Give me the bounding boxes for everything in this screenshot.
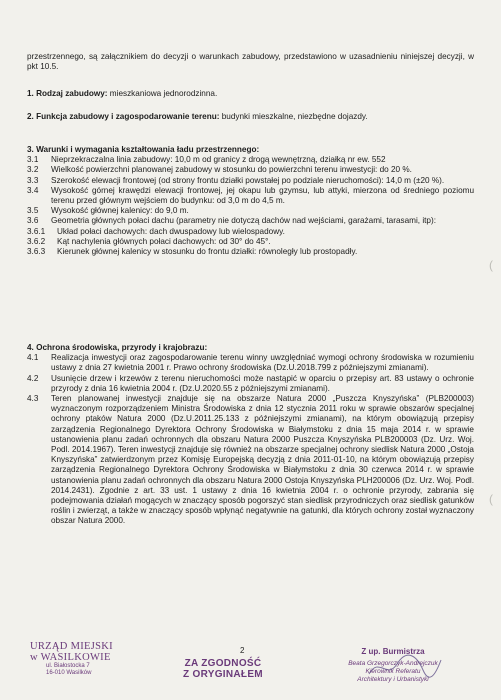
section-4-item [27, 394, 474, 527]
item-text: Układ połaci dachowych: dach dwuspadowy lub wielospadowy. [57, 226, 285, 236]
intro-text: przestrzennego, są załącznikiem do decyzji o warunkach zabudowy, przedstawiono w uzasadnieniu niniejszej decyzji, w pkt 10.5. [27, 52, 474, 72]
item-number: 3.6.2 [27, 236, 46, 246]
section-1-title: 1. Rodzaj zabudowy: [27, 89, 108, 98]
section-1 [27, 89, 474, 99]
section-4 [27, 343, 474, 527]
handwritten-signature [365, 652, 445, 682]
stamp-line-3: ul. Białostocka 7 [46, 663, 90, 669]
item-text: Wysokość głównej kalenicy: do 9,0 m. [51, 206, 189, 216]
item-number: 3.3 [27, 175, 39, 185]
page-number: 2 [240, 646, 245, 655]
section-3-item [27, 165, 474, 175]
punch-hole-mark: ( [489, 258, 493, 272]
item-number: 4.2 [27, 373, 39, 383]
item-number: 3.6.3 [27, 247, 46, 257]
section-2-text: budynki mieszkalne, niezbędne dojazdy. [219, 112, 368, 121]
section-4-item [27, 374, 474, 394]
conformity-line-1: ZA ZGODNOŚĆ [184, 658, 262, 669]
item-number: 4.3 [27, 394, 39, 404]
section-3-item [27, 216, 474, 226]
item-number: 3.1 [27, 155, 39, 165]
section-1-text: mieszkaniowa jednorodzinna. [107, 89, 218, 98]
section-3-item [27, 237, 474, 247]
item-number: 3.5 [27, 206, 39, 216]
signature-title-1: Kierownik Referatu [365, 668, 421, 675]
section-3-item [27, 155, 474, 165]
item-text: Wysokość górnej krawędzi elewacji frontowej, jej okapu lub gzymsu, lub attyki, mierzona od średniego poziomu terenu przed głównym wejściem do budynku: od 3,0 m do 4,5 m. [51, 185, 474, 206]
item-text: Kierunek głównej kalenicy w stosunku do frontu działki: równoległy lub prostopadły. [57, 247, 358, 257]
item-number: 4.1 [27, 353, 39, 363]
signature-name: Beata Grzegorczyk-Andrejczuk [348, 660, 438, 667]
stamp-line-1: URZĄD MIEJSKI [30, 641, 113, 652]
item-text: Usunięcie drzew i krzewów z terenu nieruchomości może nastąpić w oparciu o przepisy art. 83 ustawy o ochronie przyrody z dnia 16 kwietnia 2004 r. (Dz.U.2020.55 z późniejszymi zmianami). [51, 373, 474, 393]
section-2 [27, 112, 474, 122]
section-3-title: 3. Warunki i wymagania kształtowania ładu przestrzennego: [27, 145, 260, 154]
section-3 [27, 145, 474, 257]
conformity-stamp [158, 658, 288, 680]
intro-paragraph [27, 52, 474, 72]
section-3-item [27, 186, 474, 206]
punch-hole-mark: ( [489, 492, 493, 506]
item-number: 3.6 [27, 216, 39, 226]
item-text: Nieprzekraczalna linia zabudowy: 10,0 m od granicy z drogą wewnętrzną, działką nr ew. 552 [51, 155, 386, 165]
section-3-item [27, 247, 474, 257]
item-text: Teren planowanej inwestycji znajduje się na obszarze Natura 2000 „Puszcza Knyszyńska” (PLB200003) wyznaczonym rozporządzeniem Ministra Środowiska z dnia 12 stycznia 2011 roku w sprawie obszarów specjalnej ochrony ptaków Natura 2000 (Dz.U.2011.25.133 z późniejszymi zmianami), na którym obowiązują przepisy zarządzenia Regionalnego Dyrektora Ochrony Środowiska w Białymstoku z dnia 15 maja 2014 r. w sprawie ustanowienia planu zadań ochronnych dla obszaru Natura 2000 Puszcza Knyszyńska PLB200003 (Dz. Urz. Woj. Podl. 2014.1967). Teren inwestycji znajduje się również na obszarze specjalnej ochrony siedlisk Natura 2000 „Ostoja Knyszyńska” zatwierdzonym przez Komisję Europejską decyzją z dnia 2011-01-10, na którym obowiązują przepisy zarządzenia Regionalnego Dyrektora Ochrony Środowiska w Białymstoku z dnia 30 czerwca 2014 r. w sprawie ustanowienia planu zadań ochronnych dla obszaru Natura 2000 Ostoja Knyszyńska PLH200006 (Dz. Urz. Woj. Podl. 2014.2431). Zgodnie z art. 33 ust. 1 ustawy z dnia 16 kwietnia 2004 r. o ochronie przyrody, zabrania się podejmowania działań mogących w znaczący sposób pogorszyć stan siedlisk przyrodniczych oraz siedlisk gatunków roślin i zwierząt, a także w znaczący sposób wpłynąć negatywnie na gatunki, dla których ochrony został wyznaczony obszar Natura 2000. [51, 394, 474, 526]
section-4-title: 4. Ochrona środowiska, przyrody i krajobrazu: [27, 343, 208, 352]
item-text: Wielkość powierzchni planowanej zabudowy w stosunku do powierzchni terenu inwestycji: do 20 %. [51, 165, 412, 175]
section-3-item [27, 176, 474, 186]
item-number: 3.4 [27, 185, 39, 195]
section-3-item [27, 227, 474, 237]
item-text: Kąt nachylenia głównych połaci dachowych: od 30° do 45°. [57, 236, 271, 246]
item-text: Geometria głównych połaci dachu (parametry nie dotyczą dachów nad wejściami, garażami, tarasami, itp): [51, 216, 436, 226]
stamp-line-4: 16-010 Wasilków [46, 670, 92, 676]
section-3-item [27, 206, 474, 216]
signature-prefix: Z up. [361, 647, 381, 656]
signature-role: Burmistrza [382, 647, 425, 656]
item-number: 3.6.1 [27, 226, 46, 236]
section-4-item [27, 353, 474, 373]
item-text: Realizacja inwestycji oraz zagospodarowanie terenu winny uwzględniać wymogi ochrony środowiska w rozumieniu ustawy z dnia 27 kwietnia 2001 r. Prawo ochrony środowiska (Dz.U.2018.799 z późniejszymi zmianami). [51, 353, 474, 373]
office-stamp [30, 641, 160, 677]
section-2-title: 2. Funkcja zabudowy i zagospodarowanie terenu: [27, 112, 220, 121]
signature-title-2: Architektury i Urbanistyki [357, 675, 429, 683]
conformity-line-2: Z ORYGINAŁEM [183, 669, 263, 680]
item-number: 3.2 [27, 165, 39, 175]
item-text: Szerokość elewacji frontowej (od strony frontu działki powstałej po podziale nieruchomości): 14,0 m (±20 %). [51, 175, 445, 185]
stamp-line-2: w WASILKOWIE [30, 652, 111, 663]
